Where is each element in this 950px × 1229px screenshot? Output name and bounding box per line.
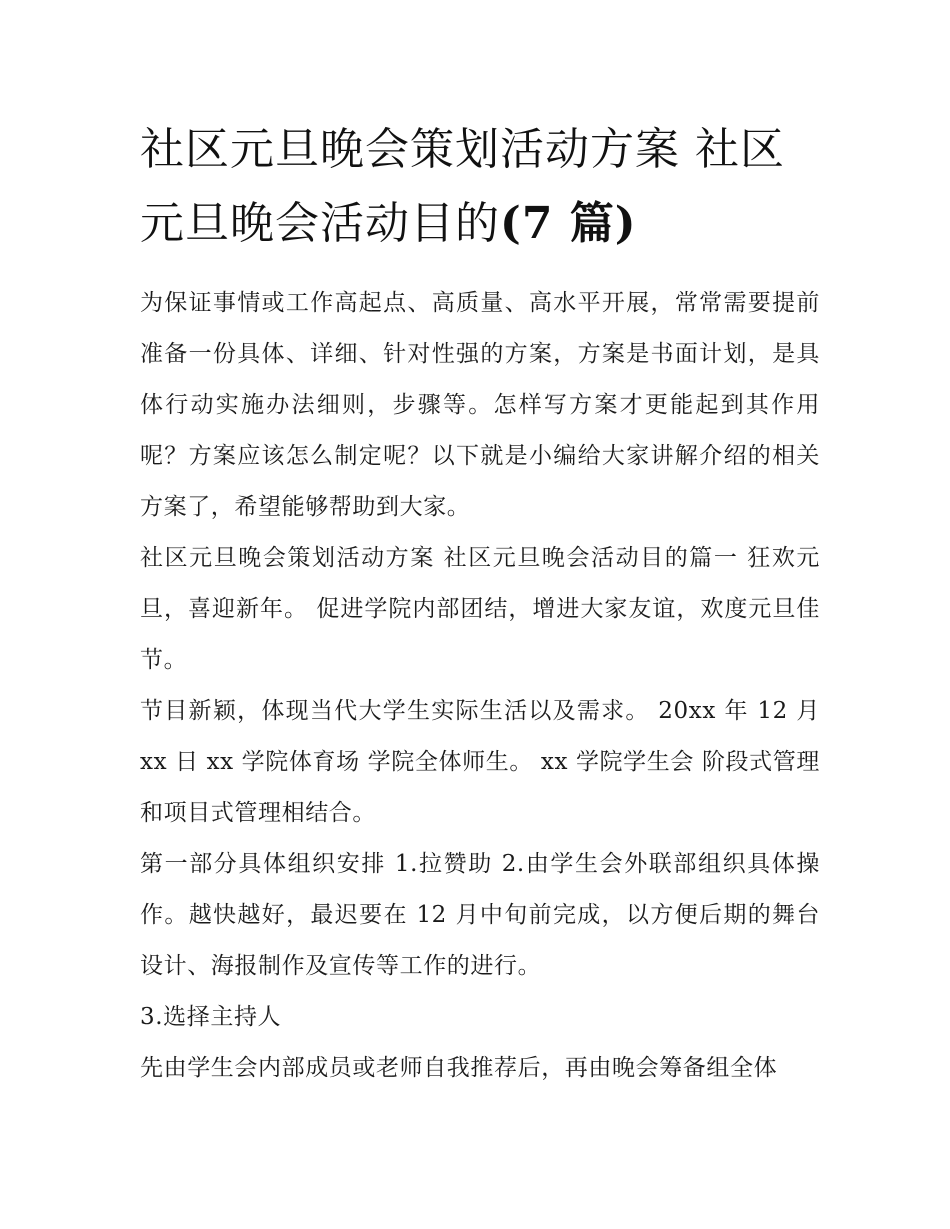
paragraph-host-heading: 3.选择主持人 bbox=[140, 1004, 282, 1030]
title-text: 社区元旦晚会策划活动方案 社区元旦晚会活动目的 bbox=[140, 124, 785, 249]
paragraph-organization: 第一部分具体组织安排 1.拉赞助 2.由学生会外联部组织具体操作。越快越好，最迟要在 12 月中旬前完成，以方便后期的舞台设计、海报制作及宣传等工作的进行。 bbox=[140, 851, 820, 979]
paragraph-purpose: 社区元旦晚会策划活动方案 社区元旦晚会活动目的篇一 狂欢元旦，喜迎新年。 促进学院内部团结，增进大家友谊，欢度元旦佳节。 bbox=[140, 545, 820, 673]
title-count: (7 篇) bbox=[500, 198, 637, 249]
document-body bbox=[140, 278, 820, 1094]
paragraph-details: 节目新颖，体现当代大学生实际生活以及需求。 20xx 年 12 月 xx 日 xx 学院体育场 学院全体师生。 xx 学院学生会 阶段式管理和项目式管理相结合。 bbox=[140, 698, 820, 826]
paragraph-host-selection: 先由学生会内部成员或老师自我推荐后，再由晚会筹备组全体 bbox=[140, 1055, 778, 1081]
paragraph-intro: 为保证事情或工作高起点、高质量、高水平开展，常常需要提前准备一份具体、详细、针对性强的方案，方案是书面计划，是具体行动实施办法细则，步骤等。怎样写方案才更能起到其作用呢？方案应该怎么制定呢？以下就是小编给大家讲解介绍的相关方案了，希望能够帮助到大家。 bbox=[140, 290, 820, 520]
document-title bbox=[140, 113, 820, 261]
